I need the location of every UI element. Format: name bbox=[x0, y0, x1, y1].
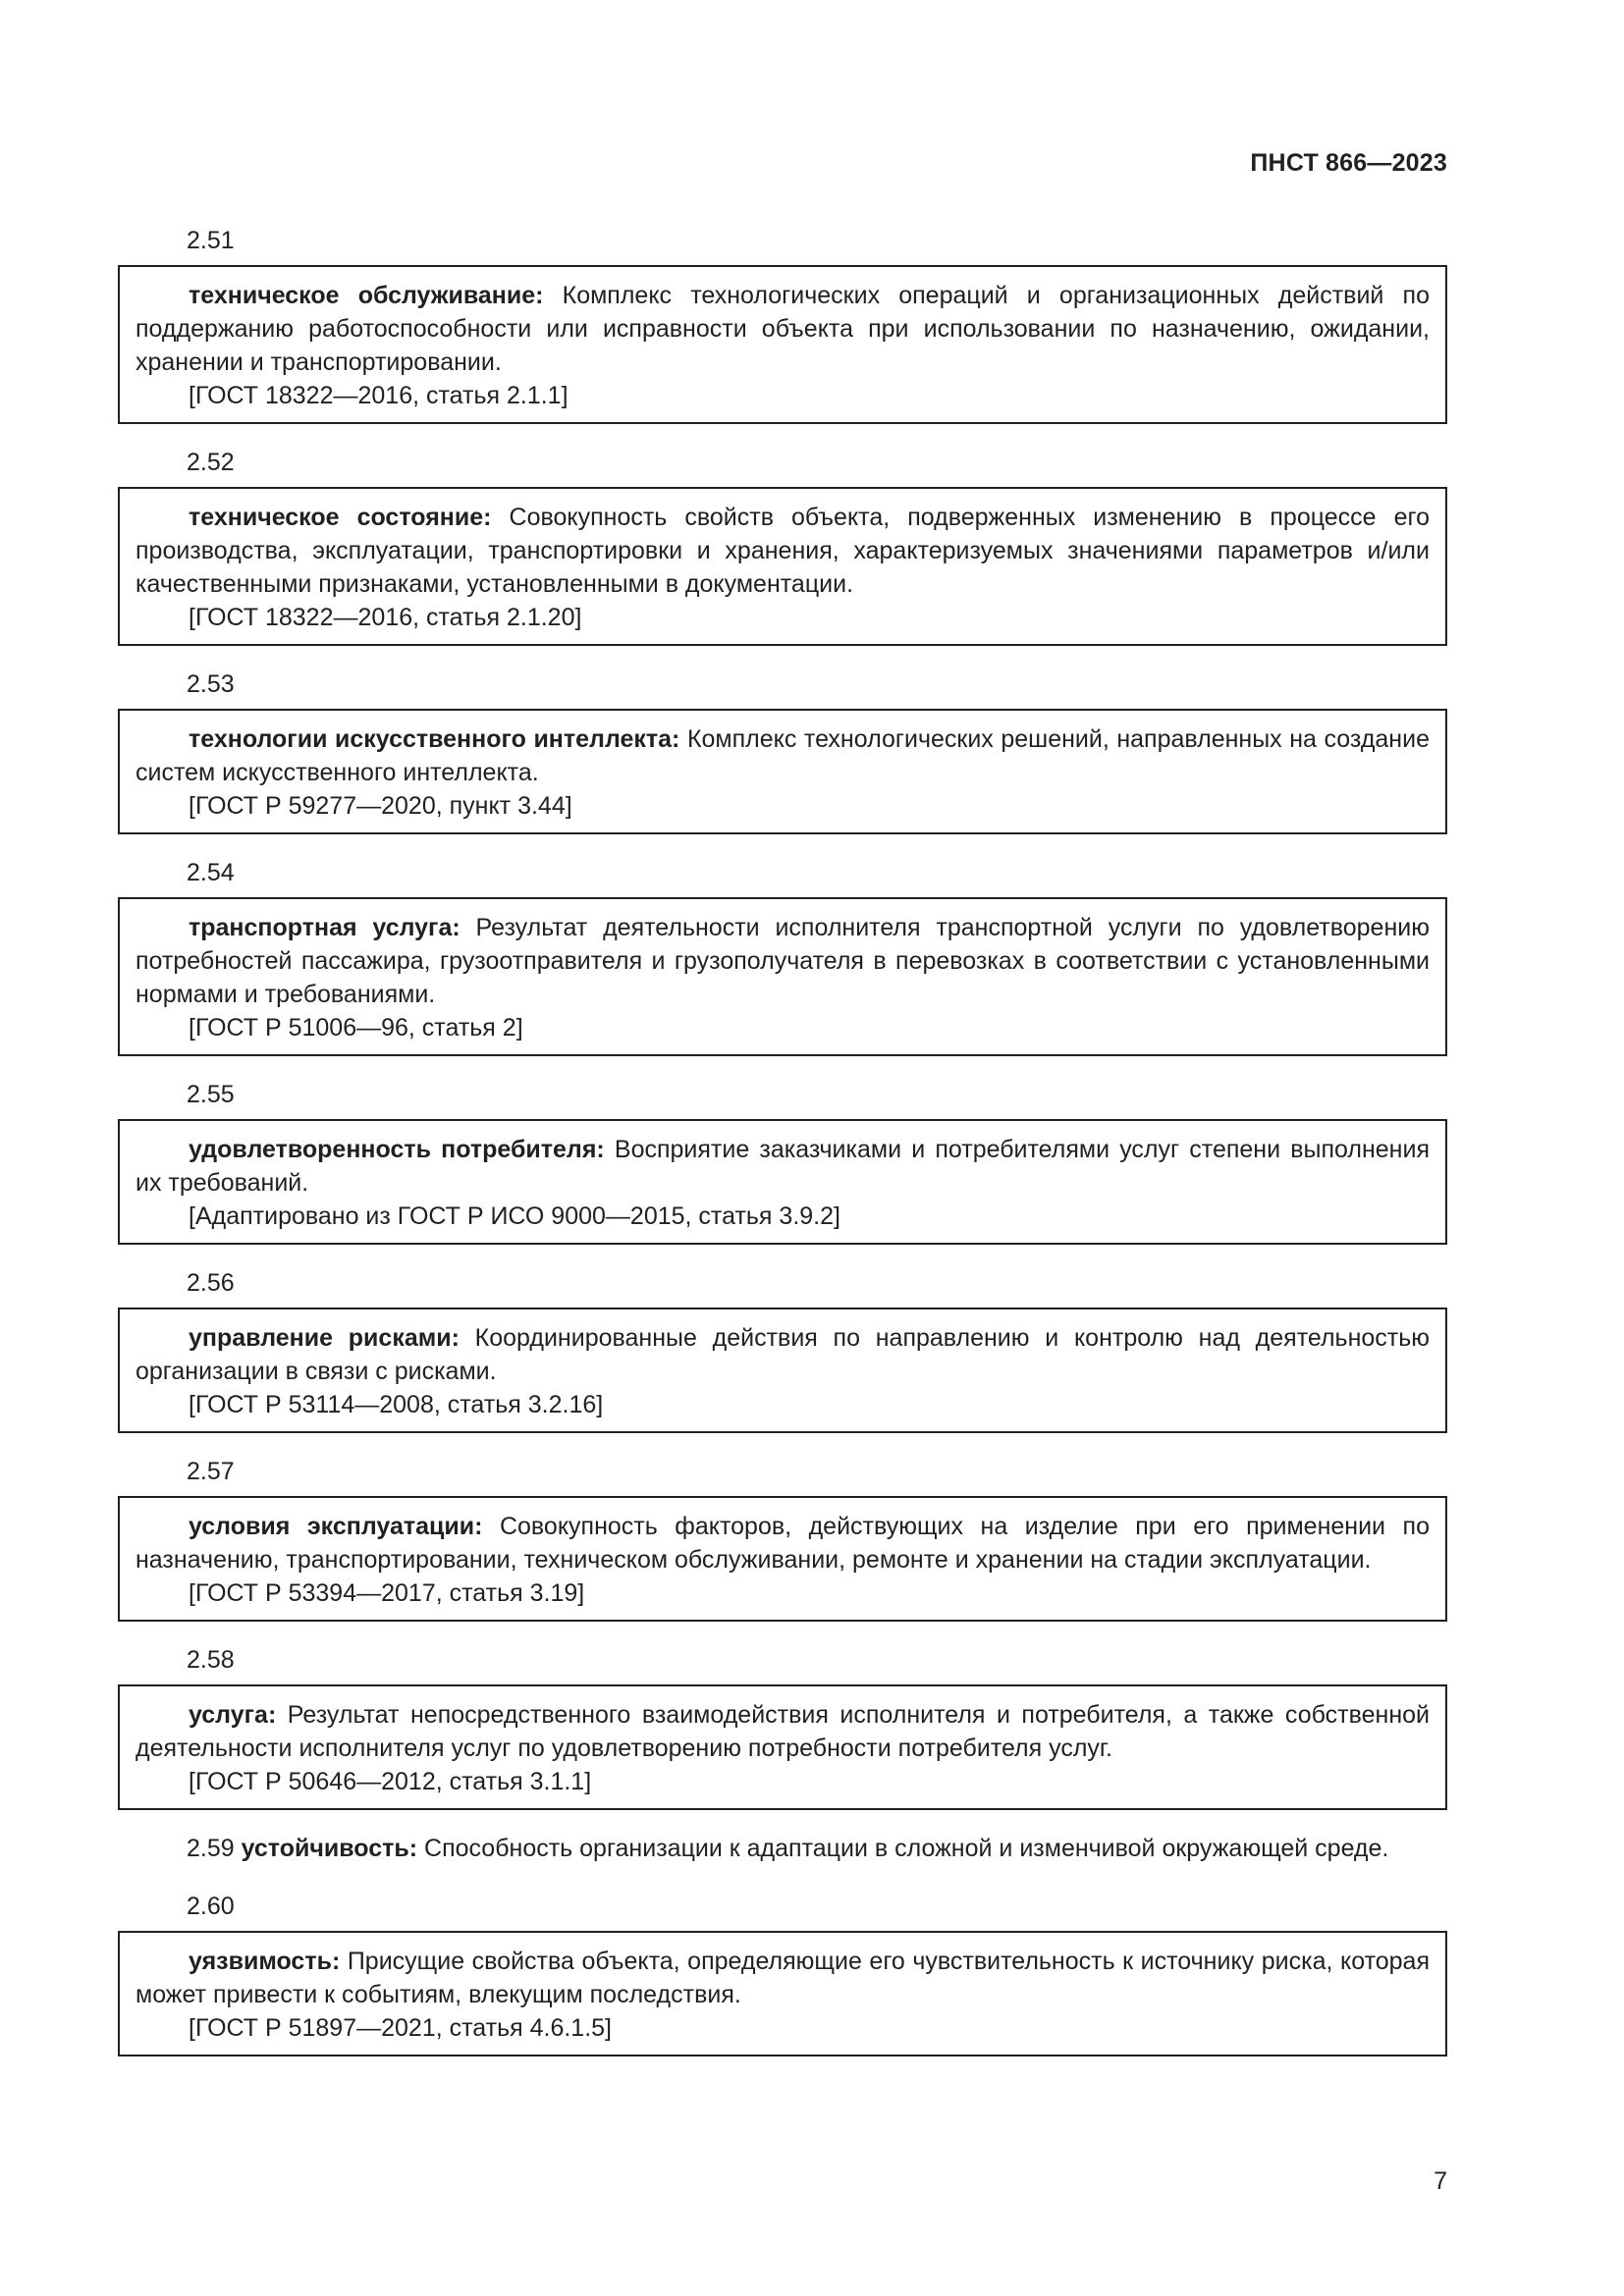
entry-number: 2.54 bbox=[187, 859, 235, 886]
definition-text bbox=[135, 1945, 1430, 2011]
term: техническое состояние: bbox=[189, 504, 492, 531]
plain-definition bbox=[118, 1832, 1447, 1865]
definition: Восприятие заказчиками и потребителями услуг степени выполнения их требований. bbox=[135, 1136, 1430, 1197]
term: технологии искусственного интеллекта: bbox=[189, 725, 680, 753]
term: техническое обслуживание: bbox=[189, 282, 544, 309]
entry-number: 2.55 bbox=[187, 1081, 235, 1108]
definition-text bbox=[135, 911, 1430, 1011]
definition: Комплекс технологических операций и организационных действий по поддержанию работоспособности или исправности объекта при использовании по назначению, ожидании, хранении и транспортировании. bbox=[135, 282, 1430, 376]
definition-box bbox=[118, 487, 1447, 646]
definition: Совокупность факторов, действующих на изделие при его применении по назначению, транспортировании, техническом обслуживании, ремонте и хранении на стадии эксплуатации. bbox=[135, 1513, 1430, 1574]
source-reference: [Адаптировано из ГОСТ Р ИСО 9000—2015, статья 3.9.2] bbox=[189, 1202, 840, 1230]
definition-text bbox=[135, 722, 1430, 789]
term: удовлетворенность потребителя: bbox=[189, 1136, 605, 1163]
definition-text bbox=[135, 1133, 1430, 1200]
definition-box bbox=[118, 1931, 1447, 2056]
source-reference: [ГОСТ Р 50646—2012, статья 3.1.1] bbox=[189, 1768, 592, 1795]
term: устойчивость: bbox=[241, 1835, 418, 1862]
entry-number: 2.51 bbox=[187, 227, 235, 254]
entry-number: 2.56 bbox=[187, 1269, 235, 1297]
entry-number: 2.60 bbox=[187, 1893, 235, 1920]
source-reference: [ГОСТ Р 53114—2008, статья 3.2.16] bbox=[189, 1391, 604, 1418]
definition-box bbox=[118, 897, 1447, 1056]
definition: Совокупность свойств объекта, подверженных изменению в процессе его производства, эксплуатации, транспортировки и хранения, характеризуемых значениями параметров и/или качественными признаками, установленными в документации. bbox=[135, 504, 1430, 598]
definition-box bbox=[118, 1308, 1447, 1433]
term: услуга: bbox=[189, 1701, 277, 1729]
definition-box bbox=[118, 709, 1447, 834]
source-reference: [ГОСТ 18322—2016, статья 2.1.1] bbox=[189, 382, 568, 409]
definition-text bbox=[135, 1510, 1430, 1576]
term: уязвимость: bbox=[189, 1948, 341, 1975]
definition-text bbox=[135, 279, 1430, 379]
definition: Координированные действия по направлению и контролю над деятельностью организации в связи с рисками. bbox=[135, 1324, 1431, 1385]
entry-number: 2.58 bbox=[187, 1646, 235, 1674]
definition: Комплекс технологических решений, направленных на создание систем искусственного интеллекта. bbox=[135, 725, 1430, 786]
document-id: ПНСТ 866—2023 bbox=[1250, 149, 1447, 177]
entry-number: 2.59 bbox=[187, 1835, 235, 1862]
entry-number: 2.52 bbox=[187, 449, 235, 476]
entry-number: 2.57 bbox=[187, 1458, 235, 1485]
definition-box bbox=[118, 1496, 1447, 1622]
definition-box bbox=[118, 1684, 1447, 1810]
definition-box bbox=[118, 1119, 1447, 1245]
source-reference: [ГОСТ Р 59277—2020, пункт 3.44] bbox=[189, 792, 572, 820]
terms-list bbox=[118, 224, 1447, 2056]
definition: Присущие свойства объекта, определяющие его чувствительность к источнику риска, которая может привести к событиям, влекущим последствия. bbox=[135, 1948, 1430, 2008]
page-number: 7 bbox=[1434, 2167, 1447, 2195]
definition: Результат деятельности исполнителя транспортной услуги по удовлетворению потребностей пассажира, грузоотправителя и грузополучателя в перевозках в соответствии с установленными нормами и требованиями. bbox=[135, 914, 1430, 1008]
term: управление рисками: bbox=[189, 1324, 460, 1352]
term: транспортная услуга: bbox=[189, 914, 460, 941]
definition-text bbox=[135, 501, 1430, 601]
definition: Результат непосредственного взаимодействия исполнителя и потребителя, а также собственной деятельности исполнителя услуг по удовлетворению потребности потребителя услуг. bbox=[135, 1701, 1430, 1762]
definition-text bbox=[135, 1321, 1430, 1388]
definition: Способность организации к адаптации в сложной и изменчивой окружающей среде. bbox=[417, 1835, 1389, 1862]
definition-box bbox=[118, 265, 1447, 424]
source-reference: [ГОСТ Р 51006—96, статья 2] bbox=[189, 1014, 523, 1041]
term: условия эксплуатации: bbox=[189, 1513, 483, 1540]
source-reference: [ГОСТ Р 51897—2021, статья 4.6.1.5] bbox=[189, 2014, 612, 2042]
source-reference: [ГОСТ 18322—2016, статья 2.1.20] bbox=[189, 604, 582, 631]
entry-number: 2.53 bbox=[187, 670, 235, 698]
definition-text bbox=[135, 1698, 1430, 1765]
source-reference: [ГОСТ Р 53394—2017, статья 3.19] bbox=[189, 1579, 585, 1607]
